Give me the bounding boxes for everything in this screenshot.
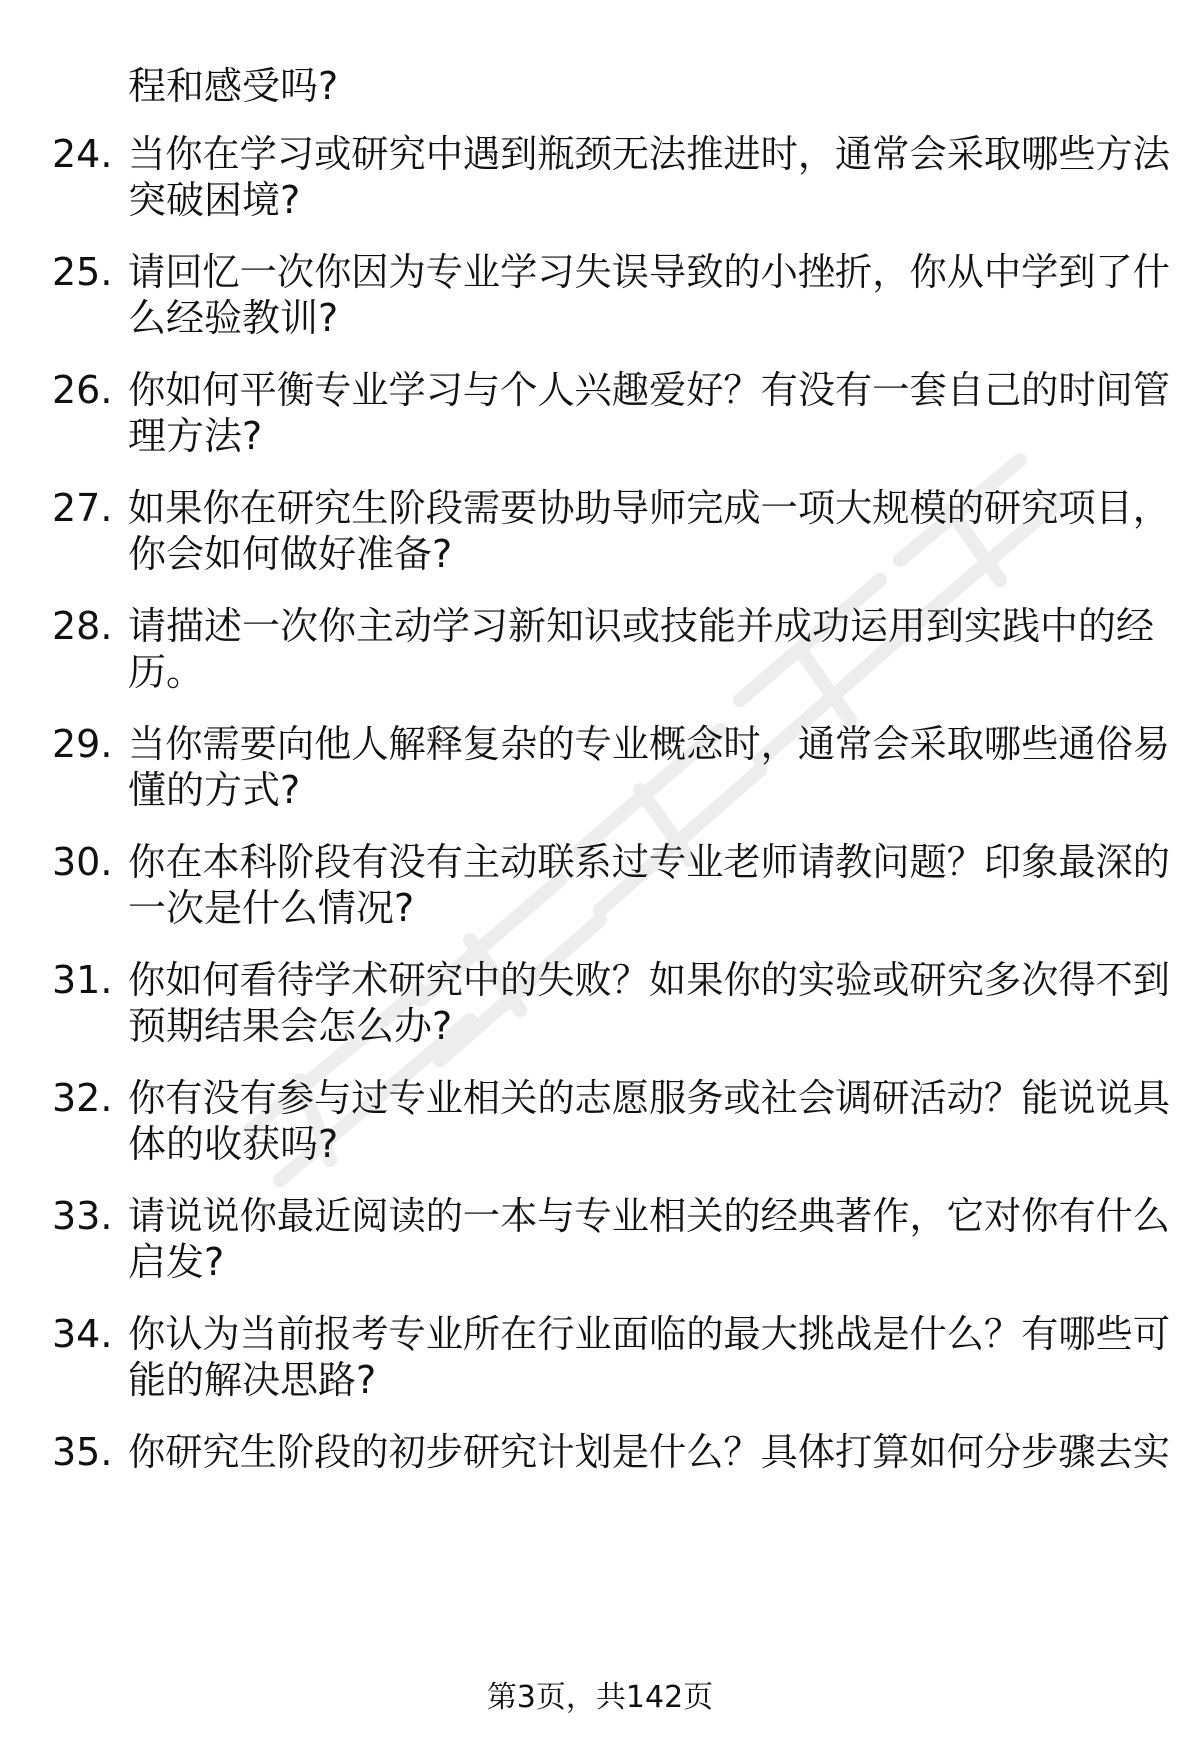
question-number: 26. (52, 368, 113, 412)
question-text-line1: 请回忆一次你因为专业学习失误导致的小挫折，你从中学到了什 (128, 250, 1170, 294)
question-text-line1: 你在本科阶段有没有主动联系过专业老师请教问题？印象最深的 (128, 840, 1170, 884)
question-text-line1: 你如何看待学术研究中的失败？如果你的实验或研究多次得不到 (128, 958, 1170, 1002)
question-number: 25. (52, 250, 113, 294)
question-text-line2: 启发? (128, 1240, 225, 1284)
question-text-line1: 你如何平衡专业学习与个人兴趣爱好？有没有一套自己的时间管 (128, 368, 1170, 412)
question-text-line2: 突破困境? (128, 178, 301, 222)
page-footer: 第3页，共142页 (486, 1680, 714, 1715)
question-number: 31. (52, 958, 113, 1002)
question-text-line2: 预期结果会怎么办? (128, 1004, 453, 1048)
question-number: 24. (52, 132, 113, 176)
question-text-line2: 体的收获吗? (128, 1122, 339, 1166)
question-text-line1: 你研究生阶段的初步研究计划是什么？具体打算如何分步骤去实 (128, 1430, 1170, 1474)
question-text-line1: 你有没有参与过专业相关的志愿服务或社会调研活动？能说说具 (128, 1076, 1170, 1120)
continuation-text: 程和感受吗? (128, 64, 339, 108)
question-text-line2: 一次是什么情况? (128, 886, 415, 930)
question-text-line1: 当你在学习或研究中遇到瓶颈无法推进时，通常会采取哪些方法 (128, 132, 1170, 176)
question-text-line1: 如果你在研究生阶段需要协助导师完成一项大规模的研究项目， (128, 486, 1170, 530)
question-number: 29. (52, 722, 113, 766)
question-text-line1: 你认为当前报考专业所在行业面临的最大挑战是什么？有哪些可 (128, 1312, 1170, 1356)
question-number: 30. (52, 840, 113, 884)
question-text-line2: 么经验教训? (128, 296, 339, 340)
question-text-line2: 你会如何做好准备? (128, 532, 453, 576)
question-number: 28. (52, 604, 113, 648)
question-number: 27. (52, 486, 113, 530)
question-number: 32. (52, 1076, 113, 1120)
question-text-line2: 理方法? (128, 414, 263, 458)
question-text-line2: 能的解决思路? (128, 1358, 377, 1402)
question-text-line1: 请说说你最近阅读的一本与专业相关的经典著作，它对你有什么 (128, 1194, 1170, 1238)
question-number: 34. (52, 1312, 113, 1356)
question-text-line2: 懂的方式? (128, 768, 301, 812)
question-text-line2: 历。 (128, 650, 205, 694)
question-number: 35. (52, 1430, 113, 1474)
question-number: 33. (52, 1194, 113, 1238)
question-text-line1: 当你需要向他人解释复杂的专业概念时，通常会采取哪些通俗易 (128, 722, 1170, 766)
question-text-line1: 请描述一次你主动学习新知识或技能并成功运用到实践中的经 (128, 604, 1155, 648)
